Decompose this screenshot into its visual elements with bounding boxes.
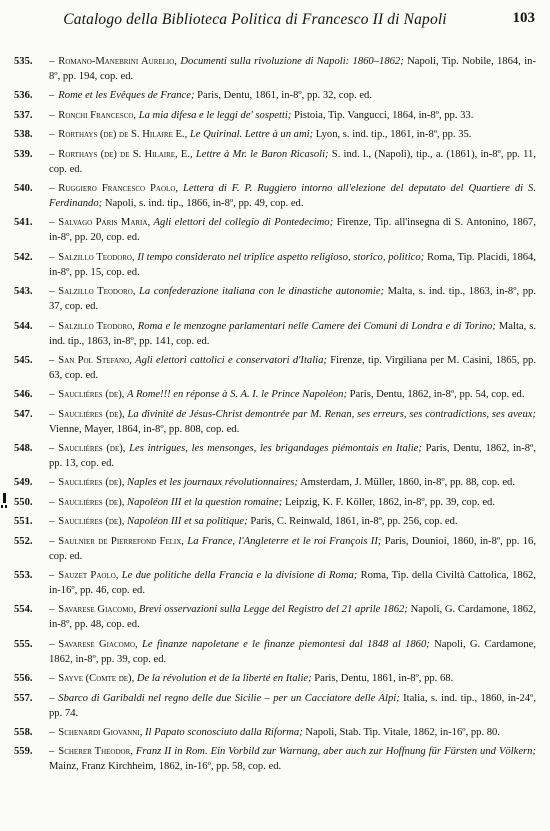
catalog-entry (14, 475, 536, 490)
catalog-entry (14, 284, 536, 314)
entry-author: Savarese Giacomo, (58, 638, 138, 650)
entry-author: Saucliéres (de), (58, 477, 125, 489)
entry-number: 554. (14, 604, 33, 616)
entry-title: Rome et les Evêques de France; (58, 90, 195, 102)
entry-imprint: Paris, Dentu, 1862, in-8º, pp. 54, cop. ed. (349, 389, 525, 401)
entry-title: Franz II in Rom. Ein Vorbild zur Warnung, aber auch zur Hoffnung für Fürsten und Völkern; (135, 746, 537, 758)
entry-author: Saucliéres (de), (58, 408, 125, 420)
entry-imprint: Firenze, tip. Virgiliana per M. Casini, 1865, pp. 63, cop. ed. (49, 354, 536, 381)
entry-number: 551. (14, 516, 33, 528)
catalog-entry (14, 147, 536, 177)
catalog-entry (14, 441, 536, 471)
entry-number: 536. (14, 90, 33, 102)
entry-imprint: Firenze, Tip. all'insegna di S. Antonino, 1867, in-8º, pp. 20, cop. ed. (49, 217, 536, 244)
catalog-entry (14, 353, 536, 383)
entry-author: Salzillo Teodoro, (58, 251, 135, 263)
entry-dash: – (49, 217, 55, 229)
entry-title: Roma e le menzogne parlamentari nelle Camere dei Comuni di Londra e di Torino; (137, 320, 496, 332)
entry-dash: – (49, 570, 55, 582)
entry-author: Saucliéres (de), (58, 516, 125, 528)
entry-number: 559. (14, 746, 33, 758)
entry-number: 556. (14, 673, 33, 685)
entry-author: Schenardi Giovanni, (58, 726, 143, 738)
catalog-entry (14, 127, 536, 142)
catalog-entry (14, 250, 536, 280)
entry-title: Documenti sulla rivoluzione di Napoli: 1860–1862; (180, 56, 404, 67)
entry-imprint: Paris, C. Reinwald, 1861, in-8º, pp. 256, cop. ed. (250, 516, 458, 528)
entry-author: Savarese Giacomo, (58, 604, 137, 616)
entry-dash: – (49, 726, 55, 738)
entry-title: A Rome!!! en réponse à S. A. I. le Prince Napoléon; (127, 389, 347, 401)
entry-imprint: Malta, s. ind. tip., 1863, in-8º, pp. 141, cop. ed. (49, 320, 536, 347)
entry-number: 538. (14, 129, 33, 141)
entry-author: Saucliéres (de), (58, 389, 125, 401)
entry-number: 544. (14, 320, 33, 332)
entry-dash: – (49, 182, 55, 194)
entry-number: 543. (14, 286, 33, 298)
entry-number: 553. (14, 570, 33, 582)
catalog-entry (14, 387, 536, 402)
entry-imprint: S. ind. l., (Napoli), tip., a. (1861), in-8º, pp. 11, cop. ed. (49, 148, 537, 175)
entry-imprint: Roma, Tip. Placidi, 1864, in-8º, pp. 15, cop. ed. (49, 251, 536, 278)
catalog-entry (14, 534, 536, 564)
entry-dash: – (49, 692, 55, 704)
catalog-entries (14, 54, 536, 779)
entry-number: 557. (14, 692, 33, 704)
entry-imprint: Napoli, Stab. Tip. Vitale, 1862, in-16º, pp. 80. (305, 726, 500, 738)
entry-title: La France, l'Angleterre et le roi François II; (187, 535, 382, 547)
entry-imprint: Vienne, Mayer, 1864, in-8º, pp. 808, cop. ed. (49, 423, 240, 435)
entry-dash: – (49, 746, 55, 758)
entry-imprint: Pistoia, Tip. Vangucci, 1864, in-8º, pp. 33. (294, 109, 474, 121)
entry-dash: – (49, 56, 55, 67)
entry-dash: – (49, 408, 55, 420)
margin-mark (1, 493, 8, 509)
entry-dash: – (49, 320, 55, 332)
catalog-entry (14, 88, 536, 103)
entry-title: Agli elettori cattolici e conservatori d'Italia; (135, 354, 327, 366)
entry-number: 539. (14, 148, 33, 160)
entry-title: Lettre à Mr. le Baron Ricasoli; (195, 148, 329, 160)
entry-dash: – (49, 535, 55, 547)
entry-title: Sbarco di Garibaldi nel regno delle due Sicilie – per un Cacciatore delle Alpi; (58, 692, 400, 704)
catalog-entry (14, 671, 536, 686)
entry-number: 541. (14, 217, 33, 229)
entry-title: Les intrigues, les mensonges, les brigandages piémontais en Italie; (129, 443, 422, 455)
entry-dash: – (49, 477, 55, 489)
entry-author: Romano-Manebrini Aurelio, (58, 56, 177, 67)
catalog-entry (14, 568, 536, 598)
entry-author: Salvago Paris Maria, (58, 217, 151, 229)
page-header (14, 8, 536, 34)
catalog-entry (14, 691, 536, 721)
catalog-entry (14, 215, 536, 245)
entry-imprint: Mainz, Franz Kirchheim, 1862, in-16º, pp. 58, cop. ed. (49, 761, 282, 773)
entry-imprint: Napoli, G. Cardamone, 1862, in-8º, pp. 48, cop. ed. (49, 604, 537, 631)
entry-author: Ronchi Francesco, (58, 109, 137, 121)
entry-author: Rorthays (de) de S. Hilaire, E., (58, 148, 193, 160)
catalog-entry (14, 637, 536, 667)
entry-number: 545. (14, 354, 33, 366)
entry-number: 549. (14, 477, 33, 489)
entry-imprint: Amsterdam, J. Müller, 1860, in-8º, pp. 88, cop. ed. (299, 477, 515, 489)
entry-imprint: Paris, Dentu, 1861, in-8º, pp. 68. (314, 673, 454, 685)
entry-author: Salzillo Teodoro, (58, 286, 136, 298)
entry-number: 550. (14, 496, 33, 508)
catalog-entry (14, 602, 536, 632)
entry-author: Salzillo Teodoro, (58, 320, 135, 332)
entry-title: Il tempo considerato nel triplice aspetto religioso, storico, politico; (137, 251, 425, 263)
entry-imprint: Paris, Dentu, 1862, in-8º, pp. 13, cop. ed. (49, 443, 536, 470)
entry-dash: – (49, 251, 55, 263)
entry-imprint: Roma, Tip. della Civiltà Cattolica, 1862, in-16º, pp. 46, cop. ed. (49, 570, 536, 597)
running-title: Catalogo della Biblioteca Politica di Francesco II di Napoli (63, 11, 447, 28)
entry-number: 555. (14, 638, 33, 650)
entry-title: Le Quirinal. Lettre à un ami; (189, 129, 314, 141)
entry-title: La confederazione italiana con le dinastiche autonomie; (138, 286, 385, 298)
catalog-entry (14, 181, 536, 211)
entry-dash: – (49, 604, 55, 616)
entry-title: La mia difesa e le leggi de' sospetti; (138, 109, 292, 121)
entry-dash: – (49, 354, 55, 366)
entry-dash: – (49, 90, 55, 102)
entry-author: Ruggiero Francesco Paolo, (58, 182, 179, 194)
entry-number: 558. (14, 726, 33, 738)
entry-title: De la révolution et de la liberté en Italie; (136, 673, 312, 685)
entry-number: 552. (14, 535, 33, 547)
entry-title: Agli elettori del collegio di Pontedecimo; (153, 217, 334, 229)
entry-dash: – (49, 286, 55, 298)
entry-author: Scherer Theodor, (58, 746, 133, 758)
entry-dash: – (49, 148, 55, 160)
entry-dash: – (49, 129, 55, 141)
entry-number: 548. (14, 443, 33, 455)
entry-imprint: Italia, s. ind. tip., 1860, in-24º, pp. 74. (49, 692, 536, 719)
catalog-entry (14, 725, 536, 740)
entry-author: Sauzet Paolo, (58, 570, 119, 582)
catalog-entry (14, 514, 536, 529)
entry-title: Le finanze napoletane e le finanze piemontesi dal 1848 al 1860; (141, 638, 430, 650)
catalog-entry (14, 407, 536, 437)
catalog-entry (14, 319, 536, 349)
entry-number: 547. (14, 408, 33, 420)
entry-author: San Pol Stefano, (58, 354, 132, 366)
catalog-entry (14, 108, 536, 123)
entry-number: 542. (14, 251, 33, 263)
entry-dash: – (49, 673, 55, 685)
entry-title: Lettera di F. P. Ruggiero intorno all'elezione del deputato del Quartiere di S. Ferdinando; (49, 182, 536, 209)
catalog-entry (14, 54, 536, 84)
entry-imprint: Leipzig, K. F. Köller, 1862, in-8º, pp. 39, cop. ed. (284, 496, 495, 508)
entry-title: La divinité de Jésus-Christ demontrée par M. Renan, ses erreurs, ses contradictions, ses aveux; (127, 408, 536, 420)
entry-author: Saucliéres (de), (58, 443, 126, 455)
entry-dash: – (49, 109, 55, 121)
entry-number: 540. (14, 182, 33, 194)
entry-dash: – (49, 496, 55, 508)
page-number: 103 (512, 10, 535, 26)
entry-author: Saucliéres (de), (58, 496, 125, 508)
entry-imprint: Napoli, Tip. Nobile, 1864, in-8º, pp. 194, cop. ed. (49, 56, 536, 82)
entry-imprint: Paris, Dounioi, 1860, in-8º, pp. 16, cop. ed. (49, 535, 536, 562)
entry-number: 535. (14, 56, 33, 67)
entry-imprint: Napoli, s. ind. tip., 1866, in-8º, pp. 49, cop. ed. (104, 197, 304, 209)
entry-dash: – (49, 389, 55, 401)
entry-title: Brevi osservazioni sulla Legge del Registro del 21 aprile 1862; (138, 604, 408, 616)
entry-number: 537. (14, 109, 33, 121)
entry-dash: – (49, 443, 55, 455)
entry-title: Il Papato sconosciuto dalla Riforma; (145, 726, 303, 738)
entry-number: 546. (14, 389, 33, 401)
entry-author: Rorthays (de) de S. Hilaire E., (58, 129, 188, 141)
entry-title: Le due politiche della Francia e la divisione di Roma; (121, 570, 358, 582)
catalog-entry (14, 495, 536, 510)
entry-dash: – (49, 516, 55, 528)
entry-author: Sayve (Comte de), (58, 673, 135, 685)
catalog-entry (14, 744, 536, 774)
entry-imprint: Paris, Dentu, 1861, in-8º, pp. 32, cop. ed. (197, 90, 372, 102)
entry-title: Naples et les journaux révolutionnaires; (127, 477, 298, 489)
entry-dash: – (49, 638, 55, 650)
entry-imprint: Napoli, G. Cardamone, 1862, in-8º, pp. 39, cop. ed. (49, 638, 536, 665)
entry-title: Napoléon III et sa politique; (127, 516, 248, 528)
entry-imprint: Malta, s. ind. tip., 1863, in-8º, pp. 37, cop. ed. (49, 286, 536, 313)
entry-title: Napoléon III et la question romaine; (127, 496, 283, 508)
entry-imprint: Lyon, s. ind. tip., 1861, in-8º, pp. 35. (315, 129, 472, 141)
entry-author: Saulnier de Pierrefond Felix, (58, 535, 184, 547)
